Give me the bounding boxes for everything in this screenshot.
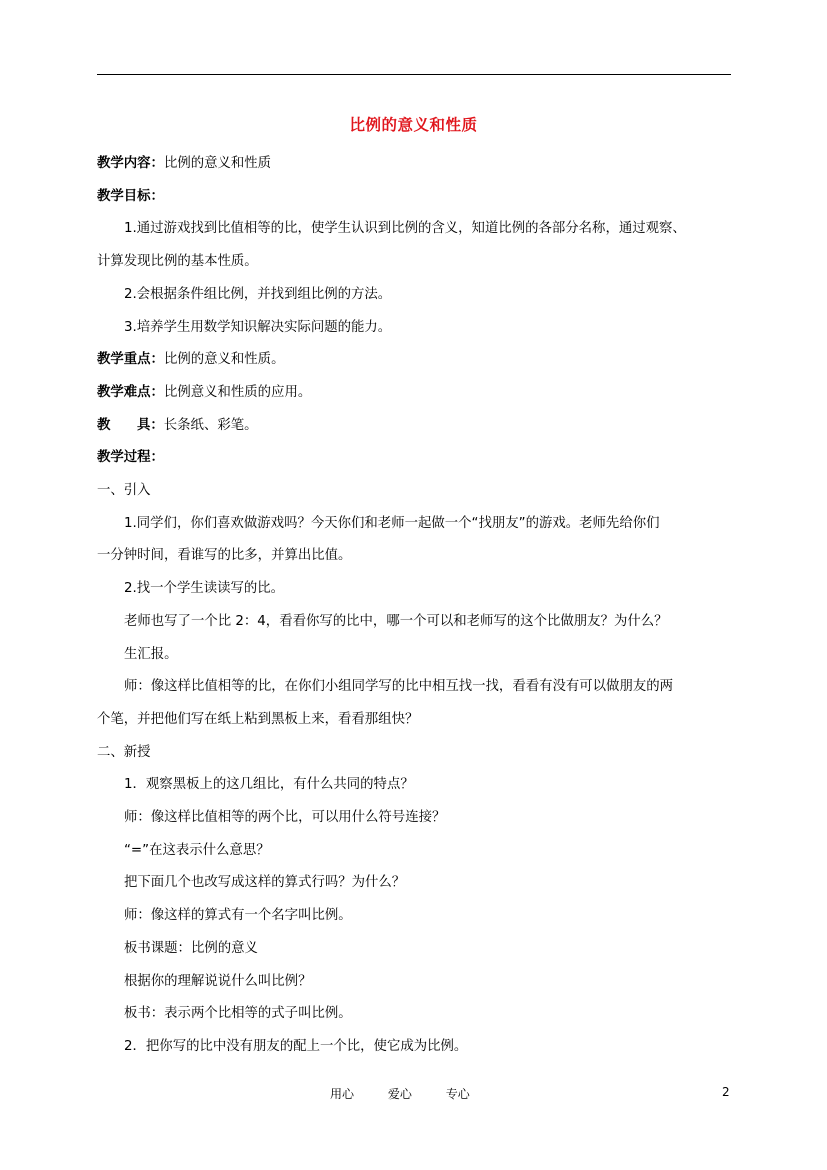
document-body	[97, 148, 737, 1064]
footer-item-1: 用心	[330, 1087, 355, 1101]
header-rule	[97, 74, 731, 75]
s1-para-5-line-1: 师：像这样比值相等的比，在你们小组同学写的比中相互找一找，看看有没有可以做朋友的两	[124, 679, 674, 695]
difficulty-line	[97, 377, 737, 410]
s2-para-6: 板书课题：比例的意义	[124, 940, 258, 956]
content-value: 比例的意义和性质	[163, 156, 272, 171]
content-label: 教学内容：	[97, 156, 164, 171]
footer-motto	[330, 1085, 500, 1102]
s2-para-4: 把下面几个也改写成这样的算式行吗？为什么？	[124, 875, 406, 891]
tools-label-a: 教	[97, 417, 111, 433]
goal-1-line-2: 计算发现比例的基本性质。	[97, 254, 258, 270]
goal-3: 3.培养学生用数学知识解决实际问题的能力。	[124, 319, 392, 335]
s2-para-5: 师：像这样的算式有一个名字叫比例。	[124, 908, 352, 924]
tools-label-b: 具：	[137, 417, 164, 433]
footer-item-2: 爱心	[387, 1087, 412, 1101]
tools-value: 长条纸、彩笔。	[163, 417, 258, 433]
footer-item-3: 专心	[445, 1087, 470, 1101]
goals-heading: 教学目标：	[97, 188, 164, 204]
s1-para-2: 2.找一个学生读读写的比。	[124, 581, 285, 597]
difficulty-label: 教学难点：	[97, 384, 164, 400]
s2-para-8: 板书：表示两个比相等的式子叫比例。	[124, 1006, 352, 1022]
process-heading: 教学过程：	[97, 450, 164, 466]
s1-para-5-line-2: 个笔，并把他们写在纸上粘到黑板上来，看看那组快？	[97, 711, 419, 727]
difficulty-value: 比例意义和性质的应用。	[163, 384, 312, 400]
focus-value: 比例的意义和性质。	[163, 352, 285, 368]
s1-para-1-line-2: 一分钟时间，看谁写的比多，并算出比值。	[97, 548, 352, 564]
s2-para-7: 根据你的理解说说什么叫比例？	[124, 973, 312, 989]
goal-1-line-1: 1.通过游戏找到比值相等的比，使学生认识到比例的含义，知道比例的各部分名称，通过观察、	[124, 221, 686, 237]
s1-para-3: 老师也写了一个比 2：4，看看你写的比中，哪一个可以和老师写的这个比做朋友？为什么？	[124, 613, 668, 629]
section-1-heading: 一、引入	[97, 483, 151, 499]
s2-para-9: 2．把你写的比中没有朋友的配上一个比，使它成为比例。	[124, 1038, 468, 1054]
goal-2: 2.会根据条件组比例，并找到组比例的方法。	[124, 286, 392, 302]
content-line	[97, 148, 737, 181]
s2-para-3: “=”在这表示什么意思？	[124, 842, 270, 858]
document-title: 比例的意义和性质	[349, 116, 478, 134]
tools-line	[97, 410, 737, 443]
s1-para-4: 生汇报。	[124, 646, 178, 662]
s2-para-1: 1．观察黑板上的这几组比，有什么共同的特点？	[124, 777, 414, 793]
section-2-heading: 二、新授	[97, 744, 151, 760]
s1-para-1-line-1: 1.同学们，你们喜欢做游戏吗？今天你们和老师一起做一个“找朋友”的游戏。老师先给你们	[124, 515, 660, 531]
page-number: 2	[722, 1085, 730, 1099]
focus-line	[97, 344, 737, 377]
focus-label: 教学重点：	[97, 352, 164, 368]
s2-para-2: 师：像这样比值相等的两个比，可以用什么符号连接？	[124, 810, 446, 826]
